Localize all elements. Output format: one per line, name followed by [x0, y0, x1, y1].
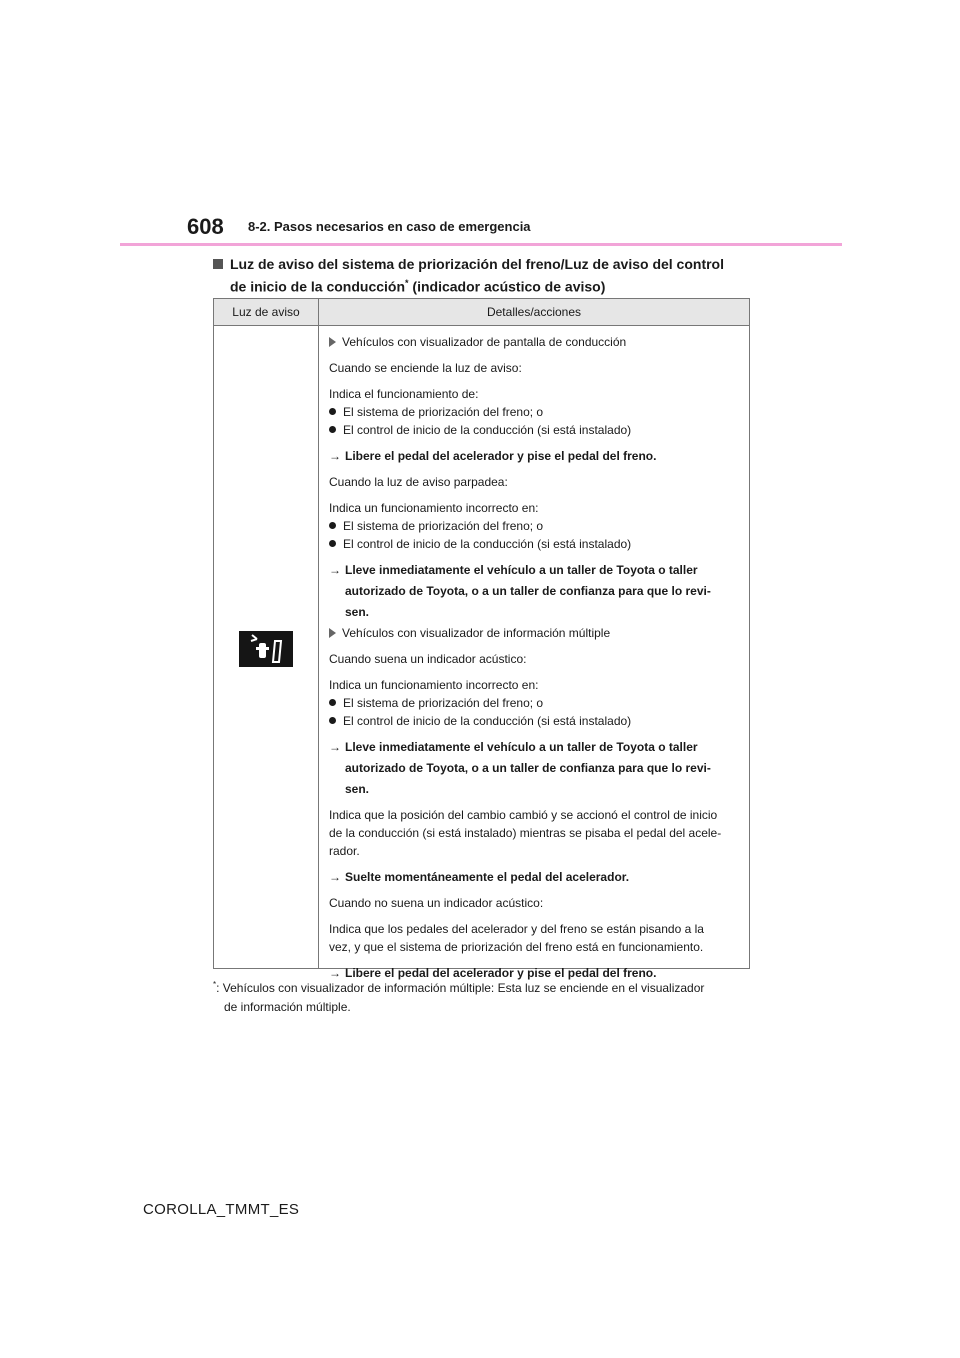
subheading-multi-info-display: Vehículos con visualizador de información múltiple [329, 624, 743, 642]
action-item: → Libere el pedal del acelerador y pise el pedal del freno. [329, 449, 657, 463]
bullet-item: El control de inicio de la conducción (si está instalado) [329, 712, 743, 730]
condition-no-sound: Cuando no suena un indicador acústico: [329, 896, 544, 910]
condition-lit: Cuando se enciende la luz de aviso: [329, 361, 522, 375]
shift-text: Indica que la posición del cambio cambió y se accionó el control de inicio [329, 808, 718, 822]
footnote-ref: * [405, 278, 409, 288]
footnote-line-2: de información múltiple. [224, 1000, 351, 1014]
arrow-right-icon: → [329, 966, 341, 980]
action-item: → Lleve inmediatamente el vehículo a un taller de Toyota o taller [329, 563, 698, 577]
no-sound-text: vez, y que el sistema de priorización del freno está en funcionamiento. [329, 940, 704, 954]
arrow-right-icon: → [329, 870, 341, 884]
bullet-item: El control de inicio de la conducción (si está instalado) [329, 421, 743, 439]
bullet-dot-icon [329, 408, 336, 415]
warning-light-table [213, 298, 750, 980]
condition-sound: Cuando suena un indicador acústico: [329, 652, 527, 666]
arrow-right-icon: → [329, 563, 341, 577]
bullet-dot-icon [329, 699, 336, 706]
condition-sound-intro: Indica un funcionamiento incorrecto en: [329, 678, 539, 692]
bullet-item: El sistema de priorización del freno; o [329, 517, 743, 535]
action-item: → Lleve inmediatamente el vehículo a un taller de Toyota o taller [329, 740, 698, 754]
document-code: COROLLA_TMMT_ES [143, 1201, 300, 1218]
section-title [213, 255, 753, 297]
title-line-1: Luz de aviso del sistema de priorización del freno/Luz de aviso del control [230, 256, 724, 272]
square-bullet-icon [213, 259, 223, 269]
bullet-item: El sistema de priorización del freno; o [329, 694, 743, 712]
details-cell [319, 326, 749, 980]
condition-flash-intro: Indica un funcionamiento incorrecto en: [329, 501, 539, 515]
section-header: 8-2. Pasos necesarios en caso de emergencia [248, 219, 531, 234]
column-header-warning-light: Luz de aviso [214, 299, 319, 325]
title-line-2-end: (indicador acústico de aviso) [408, 278, 606, 295]
arrow-right-icon: → [329, 740, 341, 754]
shift-text: rador. [329, 844, 360, 858]
shift-text: de la conducción (si está instalado) mientras se pisaba el pedal del acele- [329, 826, 722, 840]
triangle-bullet-icon [329, 337, 336, 347]
footnote-line-1: : Vehículos con visualizador de información múltiple: Esta luz se enciende en el visualizador [216, 981, 705, 995]
action-item-cont: sen. [345, 605, 370, 619]
bullet-dot-icon [329, 540, 336, 547]
action-item-cont: autorizado de Toyota, o a un taller de confianza para que lo revi- [345, 761, 711, 775]
column-header-details: Detalles/acciones [486, 305, 582, 319]
warning-light-cell [214, 326, 319, 968]
action-item: → Suelte momentáneamente el pedal del acelerador. [329, 870, 630, 884]
condition-lit-intro: Indica el funcionamiento de: [329, 387, 479, 401]
no-sound-text: Indica que los pedales del acelerador y del freno se están pisando a la [329, 922, 704, 936]
action-item-cont: autorizado de Toyota, o a un taller de confianza para que lo revi- [345, 584, 711, 598]
condition-flash: Cuando la luz de aviso parpadea: [329, 475, 508, 489]
arrow-right-icon: → [329, 449, 341, 463]
title-line-2: de inicio de la conducción [230, 278, 406, 295]
footnote [213, 975, 753, 1017]
table-header [214, 299, 749, 326]
table-row [214, 326, 749, 980]
brake-override-warning-icon [239, 631, 293, 667]
bullet-dot-icon [329, 426, 336, 433]
header-rule [120, 243, 842, 246]
bullet-dot-icon [329, 717, 336, 724]
bullet-dot-icon [329, 522, 336, 529]
action-item-cont: sen. [345, 782, 370, 796]
footnote-mark: * [213, 980, 217, 989]
page-number: 608 [187, 214, 224, 239]
triangle-bullet-icon [329, 628, 336, 638]
subheading-driving-display: Vehículos con visualizador de pantalla de conducción [329, 333, 743, 351]
bullet-item: El control de inicio de la conducción (si está instalado) [329, 535, 743, 553]
bullet-item: El sistema de priorización del freno; o [329, 403, 743, 421]
action-item: → Libere el pedal del acelerador y pise el pedal del freno. [329, 966, 657, 980]
